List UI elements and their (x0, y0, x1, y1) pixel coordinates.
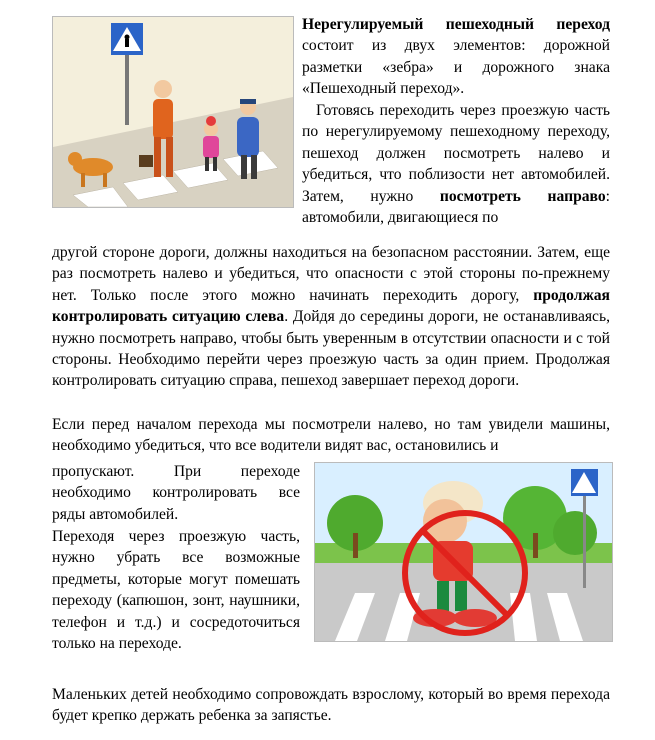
crossing-procedure-paragraph (52, 242, 610, 392)
remove-distractions-paragraph: Переходя через проезжую часть, нужно убрать все возможные предметы, которые могут помешать переходу (капюшон, зонт, наушники, телефон и т.д.) и сосредоточиться только на переходе. (52, 528, 300, 653)
family-crossing-illustration (52, 16, 294, 208)
look-left-paragraph (302, 100, 610, 228)
look-left-text: Готовясь переходить через проезжую часть по нерегулируемому пешеходному переходу, пешеход должен посмотреть налево и убедиться, что поблизости нет автомобилей. Затем, нужно (302, 102, 610, 205)
heading-term: Нерегулируемый пешеходный переход (302, 16, 610, 33)
let-pass-paragraph: пропускают. При переходе необходимо контролировать все ряды автомобилей. (52, 463, 300, 523)
procedure-text-a: другой стороне дороги, должны находиться на безопасном расстоянии. Затем, еще раз посмотреть налево и убедиться, что опасности с этой стороны по-прежнему нет. Только после этого можно начинать переходить дорогу, (52, 244, 610, 304)
drivers-paragraph: Если перед началом перехода мы посмотрели налево, но там увидели машины, необходимо убедиться, что все водители видят вас, остановились и (52, 416, 610, 455)
intro-text: состоит из двух элементов: дорожной разметки «зебра» и дорожного знака «Пешеходный переход». (302, 37, 610, 98)
look-right-emphasis: посмотреть направо (439, 187, 606, 205)
intro-paragraph (302, 14, 610, 100)
children-paragraph: Маленьких детей необходимо сопровождать взрослому, который во время перехода будет крепко держать ребенка за запястье. (52, 686, 610, 725)
no-phone-crossing-illustration (314, 462, 613, 642)
look-right-text: : автомобили, двигающиеся по (302, 187, 610, 227)
control-left-emphasis: продолжая контролировать ситуацию слева (52, 286, 610, 326)
procedure-text-b: . Дойдя до середины дороги, не останавливаясь, нужно посмотреть направо, чтобы быть уверенным в отсутствии опасности и с той стороны. Необходимо перейти через проезжую часть за один прием. Продолжая контролировать ситуацию справа, пешеход завершает переход дороги. (52, 308, 610, 390)
